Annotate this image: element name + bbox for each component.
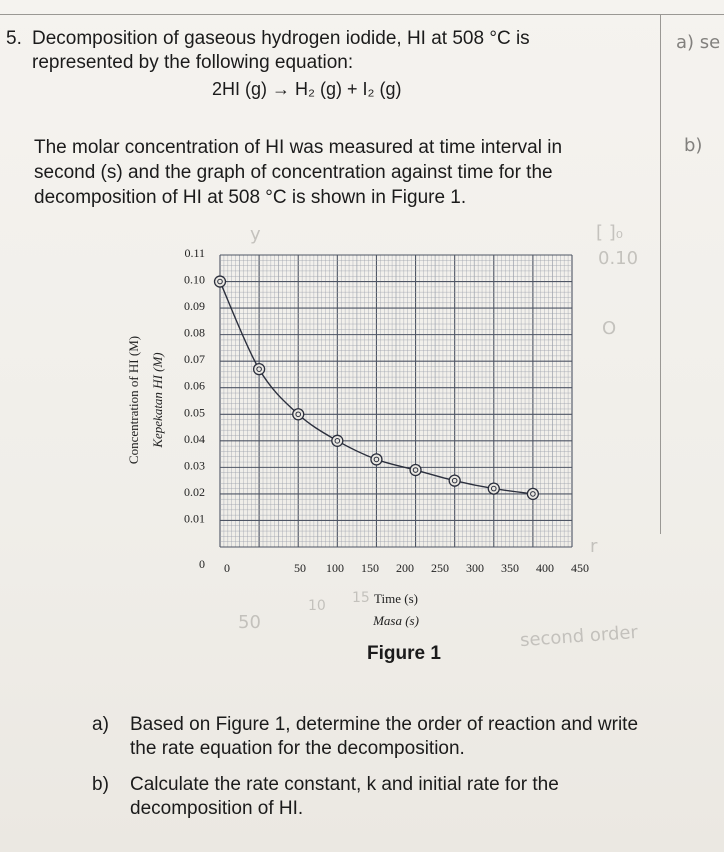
y-axis-label-en: Concentration of HI (M) xyxy=(126,335,141,465)
paragraph-line-1: The molar concentration of HI was measured at time interval in xyxy=(34,137,563,158)
data-point xyxy=(410,465,421,476)
handwritten-initial-conc: 0.10 xyxy=(598,248,639,269)
x-tick-label: 0 xyxy=(224,561,230,575)
part-a-label: a) xyxy=(92,714,109,735)
y-tick-label: 0.01 xyxy=(184,511,205,526)
x-tick-label: 350 xyxy=(501,561,519,575)
y-tick-label: 0.02 xyxy=(184,484,205,499)
question-line-2: represented by the following equation: xyxy=(32,52,354,73)
data-point xyxy=(215,276,226,287)
y-tick-label: 0.04 xyxy=(184,431,205,446)
handwritten-fifteen: 15 xyxy=(352,590,370,606)
x-tick-label: 400 xyxy=(536,561,554,575)
x-tick-label: 450 xyxy=(571,561,589,575)
data-point xyxy=(293,409,304,420)
y-tick-label: 0.05 xyxy=(184,405,205,420)
x-axis-label-ms: Masa (s) xyxy=(373,613,419,628)
paragraph-line-2: second (s) and the graph of concentration against time for the xyxy=(34,162,553,183)
part-a-line-1: Based on Figure 1, determine the order of reaction and write xyxy=(130,714,639,735)
x-tick-label: 50 xyxy=(294,561,306,575)
handwritten-bracket: [ ]₀ xyxy=(596,222,623,243)
x-tick-label: 250 xyxy=(431,561,449,575)
x-tick-label: 100 xyxy=(326,561,344,575)
handwritten-a-margin: a) se xyxy=(676,32,721,53)
x-tick-label: 200 xyxy=(396,561,414,575)
x-axis-label-en: Time (s) xyxy=(374,591,418,606)
y-tick-label: 0.09 xyxy=(184,299,205,314)
data-point xyxy=(332,435,343,446)
handwritten-fifty: 50 xyxy=(238,612,261,633)
y-tick-label: 0.06 xyxy=(184,378,205,393)
reaction-equation: 2HI (g) → H₂ (g) + I₂ (g) xyxy=(212,79,402,99)
y-tick-label: 0.10 xyxy=(184,272,205,287)
y-tick-label: 0.03 xyxy=(184,458,205,473)
handwritten-second-order: second order xyxy=(519,621,639,652)
question-number: 5. xyxy=(6,28,22,49)
y-tick-label: 0.07 xyxy=(184,352,205,367)
handwritten-r: r xyxy=(590,536,598,557)
handwritten-circle: O xyxy=(602,318,617,339)
part-b-line-2: decomposition of HI. xyxy=(130,798,304,819)
y-axis-label-ms: Kepekatan HI (M) xyxy=(150,352,165,448)
y-tick-label: 0.11 xyxy=(184,246,205,260)
data-point xyxy=(254,364,265,375)
part-b-line-1: Calculate the rate constant, k and initial rate for the xyxy=(130,774,559,795)
question-line-1: Decomposition of gaseous hydrogen iodide, HI at 508 °C is xyxy=(32,28,530,49)
x-tick-label: 300 xyxy=(466,561,484,575)
data-point xyxy=(449,475,460,486)
data-point xyxy=(488,483,499,494)
data-point xyxy=(371,454,382,465)
y-tick-label: 0.08 xyxy=(184,325,205,340)
paragraph-line-3: decomposition of HI at 508 °C is shown in Figure 1. xyxy=(34,187,467,208)
y-tick-label: 0 xyxy=(199,557,205,571)
part-b-label: b) xyxy=(92,774,109,795)
part-a-line-2: the rate equation for the decomposition. xyxy=(130,738,465,759)
handwritten-y: y xyxy=(250,224,261,245)
chart-grid xyxy=(220,255,572,547)
data-point xyxy=(527,488,538,499)
x-tick-label: 150 xyxy=(361,561,379,575)
figure-caption: Figure 1 xyxy=(367,643,441,664)
handwritten-ten: 10 xyxy=(308,598,326,614)
handwritten-b-margin: b) xyxy=(684,135,703,156)
